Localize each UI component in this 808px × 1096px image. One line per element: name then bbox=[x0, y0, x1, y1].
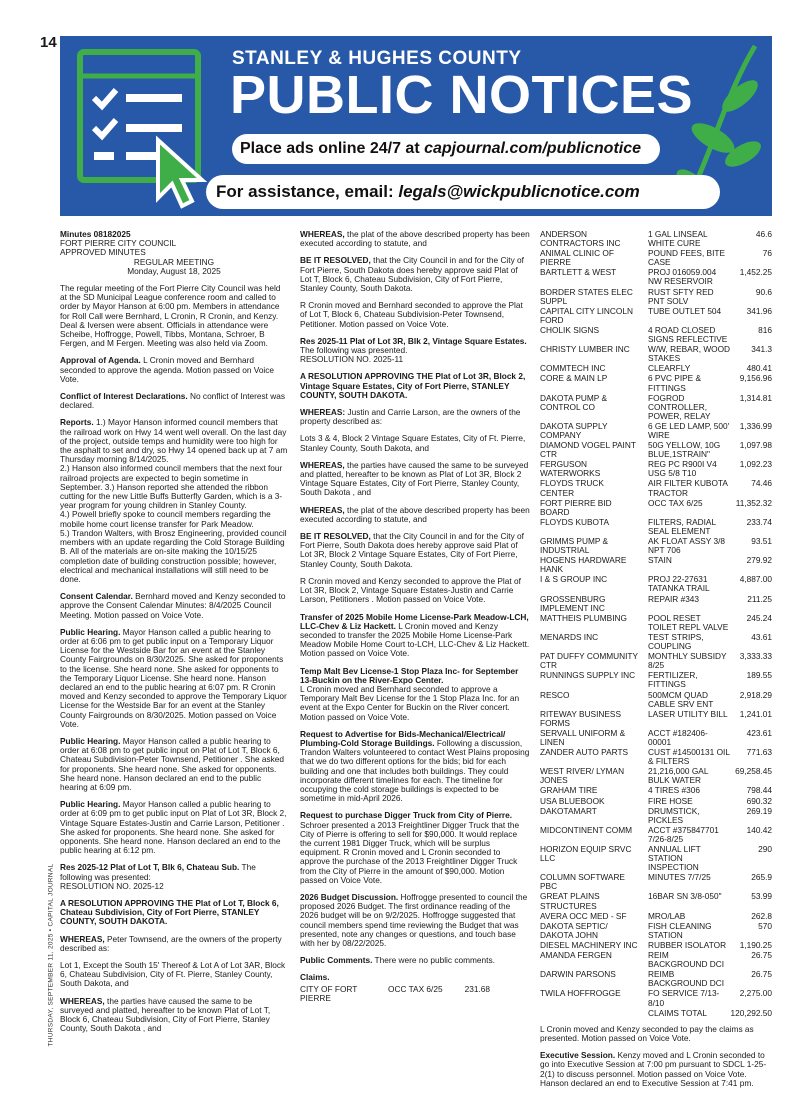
claims-row bbox=[540, 499, 772, 518]
conflict-paragraph: Conflict of Interest Declarations. No conflict of Interest was declared. bbox=[60, 391, 286, 411]
claim-vendor: COMMTECH INC bbox=[540, 363, 606, 374]
claim-description: REIMB BACKGROUND DCI bbox=[648, 969, 725, 989]
res11-paragraph: Res 2025-11 Plat of Lot 3R, Blk 2, Vintage Square Estates. The following was presented. RESOLUTION NO. 2025-11 bbox=[300, 335, 527, 365]
claim-amount: 211.25 bbox=[747, 593, 772, 604]
claim-vendor: PAT DUFFY COMMUNITY CTR bbox=[540, 651, 638, 671]
claim-description: FO SERVICE 7/13-8/10 bbox=[648, 988, 720, 1008]
claims-row bbox=[540, 767, 772, 786]
claim-amount: 570 bbox=[758, 920, 772, 931]
claims-row bbox=[540, 748, 772, 767]
claim-amount: 26.75 bbox=[751, 969, 772, 980]
claim-description: PROJ 016059.004 NW RESERVOIR bbox=[648, 267, 717, 287]
claim-amount: 269.19 bbox=[746, 805, 772, 816]
claim-amount: 4,887.00 bbox=[739, 574, 772, 585]
whereas-2-paragraph: WHEREAS, the parties have caused the same to be surveyed and platted, hereafter to be known Plat of Lot T, Block 6, Chateau Subdivision, City of Fort Pierre, Stanley County, South Dakota , and bbox=[60, 995, 271, 1034]
claim-description: POUND FEES, BITE CASE bbox=[648, 248, 725, 268]
malt-license-paragraph: Temp Malt Bev License-1 Stop Plaza Inc- for September 13-Buckin on the River-Expo Center. L Cronin moved and Bernhard seconded to approve a Temporary Malt Bev License for the 1 Stop Plaza Inc. for an event at the Expo Center for Buckin on the River concert. Motion passed on Voice Vote. bbox=[300, 665, 520, 722]
claim-vendor: RUNNINGS SUPPLY INC bbox=[540, 670, 636, 681]
claim-description: 50G YELLOW, 10G BLUE,1STRAIN" bbox=[648, 440, 721, 460]
column-2 bbox=[300, 230, 530, 1004]
claim-amount: 189.55 bbox=[746, 670, 772, 681]
claims-row bbox=[540, 345, 772, 364]
claim-vendor: HORIZON EQUIP SRVC LLC bbox=[540, 844, 632, 864]
claim-description: STAIN bbox=[648, 555, 672, 566]
claim-vendor: MATTHEIS PLUMBING bbox=[540, 612, 627, 623]
claim-vendor: USA BLUEBOOK bbox=[540, 795, 605, 806]
claims-row bbox=[540, 249, 772, 268]
claim-amount: 1,336.99 bbox=[739, 420, 772, 431]
claim-amount: 290 bbox=[758, 844, 772, 854]
motion-1-paragraph: R Cronin moved and Bernhard seconded to approve the Plat of Lot T, Block 6, Chateau Subdivision-Peter Townsend, Petitioner. Motion passed on Voice Vote. bbox=[300, 300, 523, 329]
truck-paragraph: Request to purchase Digger Truck from City of Pierre. Schroer presented a 2013 Freightliner Digger Truck that the City of Pierre is offering to sell for $90,000. It would replace the current 1981 Digger Truck, which will be surplus equipment. R Cronin moved and L Cronin seconded to approve the purchase of the 2013 Freightliner Digger Truck from the City of Pierre in the amount of $90,000. Motion passed on Voice Vote. bbox=[300, 810, 520, 885]
claim-vendor: CHRISTY LUMBER INC bbox=[540, 344, 630, 355]
claims-row bbox=[540, 892, 772, 911]
claim-description: FISH CLEANING STATION bbox=[648, 920, 712, 940]
claim-description: MONTHLY SUBSIDY 8/25 bbox=[648, 651, 727, 671]
claim-description: LASER UTILITY BILL bbox=[648, 708, 728, 719]
claim-amount: 262.8 bbox=[751, 910, 772, 921]
resolved-1-paragraph: BE IT RESOLVED, that the City Council in and for the City of Fort Pierre, South Dakota does hereby approve said Plat of Lot T, Block 6, Chateau Subdivision, City of Fort Pierre, Stanley County, South Dakota. bbox=[300, 255, 524, 294]
claim-amount: 11,352.32 bbox=[735, 497, 772, 508]
claim-vendor: HOGENS HARDWARE HANK bbox=[540, 555, 627, 575]
claim-vendor: CAPITAL CITY LINCOLN FORD bbox=[540, 305, 633, 325]
claim-amount: 120,292.50 bbox=[730, 1007, 772, 1018]
claims-row bbox=[540, 652, 772, 671]
claim-description: FOGROD CONTROLLER, POWER, RELAY bbox=[648, 392, 711, 421]
claim-description: AIR FILTER KUBOTA TRACTOR bbox=[648, 478, 728, 498]
claim-vendor: RITEWAY BUSINESS FORMS bbox=[540, 708, 621, 728]
claim-vendor: GRIMMS PUMP & INDUSTRIAL bbox=[540, 536, 609, 556]
claim-amount: 90.6 bbox=[755, 286, 772, 297]
claim-description: PROJ 22-27631 TATANKA TRAIL bbox=[648, 574, 710, 594]
claim-vendor: DAKOTA PUMP & CONTROL CO bbox=[540, 392, 608, 412]
claim-description: RUST SFTY RED PNT SOLV bbox=[648, 286, 714, 306]
claim-amount: 9,156.96 bbox=[739, 373, 772, 384]
page-number: 14 bbox=[40, 34, 57, 51]
claims-row bbox=[540, 479, 772, 498]
claim-amount: 1,241.01 bbox=[739, 708, 772, 719]
claims-row bbox=[540, 230, 772, 249]
claim-vendor: FORT PIERRE BID BOARD bbox=[540, 497, 612, 517]
claim-amount: 2,918.29 bbox=[739, 689, 772, 700]
claims-row bbox=[540, 288, 772, 307]
claim-vendor: FLOYDS TRUCK CENTER bbox=[540, 478, 604, 498]
motion-2-paragraph: R Cronin moved and Kenzy seconded to approve the Plat of Lot 3R, Block 2, Vintage Square Estates-Justin and Carrie Larson, Petitioners . Motion passed on Voice Vote. bbox=[300, 575, 521, 605]
hearing-3-paragraph: Public Hearing. Mayor Hanson called a public hearing to order at 6:09 pm to get public input on Plat of Lot 3R, Block 2, Vintage Square Estates-Justin and Carrie Larson, Petitioner . She asked for proponents. She heard none. She asked for opponents. She heard none. Hanson declared an end to the public hearing at 6:12 pm. bbox=[60, 799, 287, 856]
claim-description: RUBBER ISOLATOR bbox=[648, 939, 727, 950]
claims-row bbox=[540, 970, 772, 989]
claim-amount: 690.32 bbox=[746, 795, 772, 806]
claim-vendor: DAKOTAMART bbox=[540, 805, 597, 816]
claim-description: 1 GAL LINSEAL WHITE CURE bbox=[648, 229, 708, 249]
claims-row bbox=[540, 326, 772, 345]
claim-description: POOL RESET TOILET REPL VALVE bbox=[648, 612, 729, 632]
resolved-2-paragraph: BE IT RESOLVED, that the City Council in and for the City of Fort Pierre, South Dakota does hereby approve said Plat of Lot 3R, Block 2 Vintage Square Estates, City of Fort Pierre, Stanley County, South Dakota. bbox=[300, 531, 524, 569]
claims-heading: Claims. bbox=[300, 972, 330, 983]
claim-description: TUBE OUTLET 504 bbox=[648, 305, 722, 316]
claim-vendor: FLOYDS KUBOTA bbox=[540, 516, 610, 527]
claims-row bbox=[540, 729, 772, 748]
claim-amount: 1,092.23 bbox=[739, 459, 772, 470]
claim-vendor: DIESEL MACHINERY INC bbox=[540, 939, 638, 950]
claim-amount: 771.63 bbox=[746, 747, 772, 758]
claim-description: 4 ROAD CLOSED SIGNS REFLECTIVE bbox=[648, 324, 728, 345]
claims-row bbox=[540, 922, 772, 941]
claim-amount: 265.9 bbox=[751, 872, 772, 883]
claim-amount: 233.74 bbox=[746, 516, 772, 527]
claims-row bbox=[540, 394, 772, 422]
claim-vendor: RESCO bbox=[540, 689, 570, 700]
claims-row bbox=[540, 691, 772, 710]
claim-description: CUST #14500131 OIL & FILTERS bbox=[648, 747, 730, 767]
claim-amount: 423.61 bbox=[746, 727, 772, 738]
claim-vendor: MENARDS INC bbox=[540, 631, 599, 642]
claims-row bbox=[540, 807, 772, 826]
claim-amount: 798.44 bbox=[746, 785, 772, 796]
claim-description: OCC TAX 6/25 bbox=[648, 497, 703, 508]
claim-vendor: SERVALL UNIFORM & LINEN bbox=[540, 727, 626, 747]
claims-row bbox=[540, 575, 772, 594]
claim-vendor: GRAHAM TIRE bbox=[540, 785, 598, 796]
claim-amount: 1,452.25 bbox=[739, 267, 772, 278]
whereas-5-paragraph: WHEREAS, the parties have caused the same to be surveyed and platted, hereafter to be known as Plat of Lot 3R, Block 2 Vintage Square Estates, City of Fort Pierre, Stanley County, South Dakota , and bbox=[300, 459, 529, 498]
claims-row bbox=[540, 422, 772, 441]
claims-row bbox=[540, 633, 772, 652]
lot-description: Lot 1, Except the South 15' Thereof & Lot A of Lot 3AR, Block 6, Chateau Subdivision, City of Ft. Pierre, Stanley County, South Dakota, and bbox=[60, 960, 286, 989]
public-notices-banner bbox=[60, 36, 772, 216]
claim-description: ANNUAL LIFT STATION INSPECTION bbox=[648, 844, 701, 873]
banner-title: PUBLIC NOTICES bbox=[230, 65, 694, 125]
claim-vendor: AMANDA FERGEN bbox=[540, 950, 612, 961]
budget-paragraph: 2026 Budget Discussion. Hoffrogge presented to council the proposed 2026 Budget. The first ordinance reading of the 2026 budget will be on 9/2/2025. Hoffrogge suggested that council members spend time reviewing the Budget that was presented, note any changes or questions, and touch base with her by 08/22/2025. bbox=[300, 891, 528, 948]
claims-row bbox=[540, 951, 772, 970]
claim-amount: 279.92 bbox=[746, 555, 772, 566]
claim-vendor: DARWIN PARSONS bbox=[540, 969, 616, 980]
claim-amount: 26.75 bbox=[751, 950, 772, 961]
agenda-paragraph: Approval of Agenda. L Cronin moved and Bernhard seconded to approve the agenda. Motion passed on Voice Vote. bbox=[60, 355, 275, 384]
claim-description: 16BAR SN 3/8-050" bbox=[648, 891, 722, 902]
claim-vendor: DAKOTA SUPPLY COMPANY bbox=[540, 420, 608, 440]
claim-description: REG PC R900I V4 USG 5/8 T10 bbox=[648, 459, 717, 479]
column-1 bbox=[60, 230, 288, 1041]
claim-description: ACCT #375847701 7/26-8/25 bbox=[648, 824, 719, 844]
claims-row bbox=[540, 989, 772, 1008]
claim-vendor: BORDER STATES ELEC SUPPL bbox=[540, 286, 633, 306]
comments-paragraph: Public Comments. There were no public comments. bbox=[300, 955, 495, 966]
hearing-2-paragraph: Public Hearing. Mayor Hanson called a public hearing to order at 6:08 pm to get public input on Plat of Lot T, Block 6, Chateau Subdivision-Peter Townsend, Petitioner . She asked for proponents. She heard none. She asked for opponents. She heard none. Hanson declared an end to the public hearing at 6:09 pm. bbox=[60, 735, 284, 792]
claim-description: CLEARFLY bbox=[648, 363, 691, 374]
claim-description: AK FLOAT ASSY 3/8 NPT 706 bbox=[648, 536, 726, 556]
claim-vendor: TWILA HOFFROGGE bbox=[540, 988, 621, 999]
claim-vendor: MIDCONTINENT COMM bbox=[540, 824, 633, 835]
claim-description: ACCT #182406-00001 bbox=[648, 727, 708, 747]
claim-description: 6 GE LED LAMP, 500' WIRE bbox=[648, 420, 730, 440]
res12-paragraph: Res 2025-12 Plat of Lot T, Blk 6, Chateau Sub. The following was presented: RESOLUTION NO. 2025-12 bbox=[60, 862, 256, 891]
whereas-6-paragraph: WHEREAS, the plat of the above described property has been executed according to statute, and bbox=[300, 504, 530, 524]
claims-row bbox=[540, 710, 772, 729]
whereas-3-paragraph: WHEREAS, the plat of the above described property has been executed according to statute, and bbox=[300, 229, 530, 249]
claims-row bbox=[540, 441, 772, 460]
council-header: FORT PIERRE CITY COUNCIL APPROVED MINUTES bbox=[60, 238, 177, 258]
whereas-1-paragraph: WHEREAS, Peter Townsend, are the owners of the property described as: bbox=[60, 933, 282, 953]
place-ads-pill: Place ads online 24/7 at capjournal.com/publicnotice bbox=[232, 134, 660, 164]
claim-amount: 3,333.33 bbox=[739, 651, 772, 662]
whereas-4-paragraph: WHEREAS: Justin and Carrie Larson, are the owners of the property described as: bbox=[300, 407, 521, 427]
claim-amount: 140.42 bbox=[746, 824, 772, 835]
executive-session-paragraph: Executive Session. Kenzy moved and L Cronin seconded to go into Executive Session at 7:00 pm pursuant to SDCL 1-25-2(1) to discuss personnel. Motion passed on Voice Vote. Hanson declared an end to Executive Session at 7:41 pm. bbox=[540, 1050, 767, 1088]
claim-amount: 1,190.25 bbox=[739, 939, 772, 950]
claims-row bbox=[540, 873, 772, 892]
claim-vendor bbox=[540, 1009, 640, 1019]
claim-amount: 74.46 bbox=[751, 478, 772, 489]
claim-description: DRUMSTICK, PICKLES bbox=[648, 805, 700, 825]
claim-description: 6 PVC PIPE & FITTINGS bbox=[648, 373, 702, 393]
claim-amount: 1,097.98 bbox=[739, 440, 772, 451]
claims-row bbox=[540, 537, 772, 556]
claim-description: FERTILIZER, FITTINGS bbox=[648, 670, 698, 690]
claim-amount: 76 bbox=[762, 248, 772, 259]
claim-vendor: AVERA OCC MED - SF bbox=[540, 910, 627, 921]
claim-amount: 43.61 bbox=[751, 631, 772, 642]
claims-row bbox=[540, 1009, 772, 1019]
claims-row bbox=[540, 556, 772, 575]
assistance-email-link[interactable]: legals@wickpublicnotice.com bbox=[398, 182, 640, 201]
claim-amount: 480.41 bbox=[746, 363, 772, 374]
claim-vendor: GREAT PLAINS STRUCTURES bbox=[540, 891, 600, 911]
claims-row bbox=[540, 307, 772, 326]
claim-amount: 341.96 bbox=[746, 305, 772, 316]
claim-description: FIRE HOSE bbox=[648, 795, 693, 806]
meeting-date: Monday, August 18, 2025 bbox=[127, 265, 221, 276]
claim-description: MRO/LAB bbox=[648, 910, 686, 921]
claim-description: REIM BACKGROUND DCI bbox=[648, 950, 725, 970]
claim-description: TEST STRIPS, COUPLING bbox=[648, 631, 704, 652]
banner-county: STANLEY & HUGHES COUNTY bbox=[232, 48, 522, 69]
claim-vendor: CHOLIK SIGNS bbox=[540, 324, 600, 335]
claim-amount: 2,275.00 bbox=[739, 988, 772, 999]
claim-amount: 69,258.45 bbox=[735, 766, 772, 777]
claim-description: FILTERS, RADIAL SEAL ELEMENT bbox=[648, 516, 716, 536]
claims-motion-paragraph: L Cronin moved and Kenzy seconded to pay the claims as presented. Motion passed on Voice Vote. bbox=[540, 1023, 754, 1043]
bids-paragraph: Request to Advertise for Bids-Mechanical/Electrical/ Plumbing-Cold Storage Buildings. Following a discussion, Trandon Walters volunteered to contact West Plains proposing that we do two different options for the bids; bid for each building and one that includes both buildings. They could incorporate different timelines for each. The timeline for occupying the cold storage buildings is expected to be sometime in mid-April 2026. bbox=[300, 728, 530, 804]
claim-amount: 245.24 bbox=[746, 612, 772, 623]
claim-amount: 93.51 bbox=[751, 536, 772, 546]
claims-row bbox=[540, 614, 772, 633]
intro-paragraph: The regular meeting of the Fort Pierre City Council was held at the SD Municipal League conference room and called to order by Mayor Hanson at 6:00 pm. Members in attendance for Roll Call were Bernhard, L Cronin, R Cronin, and Kenzy. Deal & Iversen were absent. Officials in attendance were Scheibe, Hoffrogge, Powell, Tibbs, Montana, Schroer, B Fergen, and M Fergen. Meeting was also held via Zoom. bbox=[60, 283, 281, 349]
claim-vendor: FERGUSON WATERWORKS bbox=[540, 459, 601, 479]
claim-amount: 46.6 bbox=[755, 229, 772, 239]
claim-vendor: WEST RIVER/ LYMAN JONES bbox=[540, 766, 625, 786]
claim-vendor: DIAMOND VOGEL PAINT CTR bbox=[540, 440, 636, 460]
res12-title: A RESOLUTION APPROVING THE Plat of Lot T, Block 6, Chateau Subdivision, City of Fort Pierre, STANLEY COUNTY, SOUTH DAKOTA. bbox=[60, 898, 279, 927]
claim-vendor: COLUMN SOFTWARE PBC bbox=[540, 872, 625, 892]
claim-amount: 341.3 bbox=[751, 344, 772, 355]
consent-paragraph: Consent Calendar. Bernhard moved and Kenzy seconded to approve the Consent Calendar Minutes: 8/4/2025 Council Meeting. Motion passed on Voice Vote. bbox=[60, 591, 286, 620]
transfer-paragraph: Transfer of 2025 Mobile Home License-Park Meadow-LCH, LLC-Chev & Liz Hackett. L Cronin moved and Kenzy seconded to transfer the 2025 Mobile Home License-Park Meadow Mobile Home Court to-LCH, LLC-Chev & Liz Hackett. Motion passed on Voice Vote. bbox=[300, 611, 530, 659]
claims-row bbox=[540, 845, 772, 873]
claims-row bbox=[540, 374, 772, 393]
meeting-type: REGULAR MEETING bbox=[133, 256, 215, 267]
res11-title: A RESOLUTION APPROVING THE Plat of Lot 3R, Block 2, Vintage Square Estates, City of Fort Pierre, STANLEY COUNTY, SOUTH DAKOTA. bbox=[300, 371, 526, 400]
claim-amount: 1,314.81 bbox=[739, 392, 772, 403]
claim-amount: 53.99 bbox=[751, 891, 772, 902]
hearing-1-paragraph: Public Hearing. Mayor Hanson called a public hearing to order at 6:06 pm to get public input on a Temporary Liquor License for the Westside Bar for an event at the Stanley County Fairgrounds on 8/30/2025. She asked for proponents to the license. She heard none. She asked for opponents to the Temporary Liquor License. She heard none. Hanson declared an end to the public hearing at 6:07 pm. R Cronin moved and Kenzy seconded to approve the Temporary Liquor License for the Westside Bar for an event at the Stanley County Fairgrounds on 8/30/2025. Motion passed on Voice Vote. bbox=[60, 626, 287, 729]
claim-vendor: GROSSENBURG IMPLEMENT INC bbox=[540, 593, 606, 613]
claims-row bbox=[540, 268, 772, 287]
minutes-title: Minutes 08182025 bbox=[60, 229, 131, 239]
claim-description: 21,216,000 GAL BULK WATER bbox=[648, 766, 709, 786]
claim-vendor: ANIMAL CLINIC OF PIERRE bbox=[540, 248, 614, 268]
claim-vendor: ZANDER AUTO PARTS bbox=[540, 747, 629, 758]
claim-vendor: ANDERSON CONTRACTORS INC bbox=[540, 229, 621, 249]
claims-row bbox=[540, 595, 772, 614]
claim-vendor: CORE & MAIN LP bbox=[540, 373, 608, 384]
claim-vendor: I & S GROUP INC bbox=[540, 574, 608, 585]
checklist-cursor-icon bbox=[60, 36, 230, 216]
claim-description: 4 TIRES #306 bbox=[648, 785, 700, 796]
claim-description: CLAIMS TOTAL bbox=[648, 1007, 708, 1018]
reports-paragraph: Reports. 1.) Mayor Hanson informed council members that the railroad work on Hwy 14 went well overall. On the last day of the project, outside temps and humidity were too high for the asphalt to set and dry, so Hwy 14 opened back up at 7 am Thursday morning 8/14/2025. 2.) Hanson also informed council members that the next four railroad projects are expected to begin sometime in September. 3.) Hanson reported she attended the ribbon cutting for the new Little Buffs Butterfly Garden, which is a 3-year program for young children in Stanley County. 4.) Powell briefly spoke to council members regarding the mobile home court license transfer for Park Meadow. 5.) Trandon Walters, with Brosz Engineering, provided council members with an update regarding the Cold Storage Building B. All of the materials are on-site making the 10/15/25 completion date of building construction possible; however, electrical and mechanical installations will still need to be done. bbox=[60, 417, 288, 584]
sidebar-dateline: THURSDAY, SEPTEMBER 11, 2025 • CAPITAL JOURNAL bbox=[47, 863, 55, 1047]
lots-description: Lots 3 & 4, Block 2 Vintage Square Estates, City of Ft. Pierre, Stanley County, South Dakota, and bbox=[300, 433, 526, 453]
claim-description: 500MCM QUAD CABLE SRV ENT bbox=[648, 689, 714, 709]
claims-first-row: CITY OF FORT PIERRE OCC TAX 6/25 231.68 bbox=[300, 983, 490, 1003]
column-3 bbox=[540, 230, 772, 1096]
claim-vendor: BARTLETT & WEST bbox=[540, 267, 617, 278]
assistance-pill: For assistance, email: legals@wickpublicnotice.com bbox=[206, 175, 720, 209]
claim-description: W/W, REBAR, WOOD STAKES bbox=[648, 344, 731, 364]
place-ads-link[interactable]: capjournal.com/publicnotice bbox=[424, 140, 642, 157]
claim-description: REPAIR #343 bbox=[648, 593, 700, 604]
claims-row bbox=[540, 518, 772, 537]
claim-description: MINUTES 7/7/25 bbox=[648, 872, 711, 883]
claims-table bbox=[540, 230, 772, 1019]
claims-row bbox=[540, 671, 772, 690]
claims-row bbox=[540, 826, 772, 845]
claims-row bbox=[540, 460, 772, 479]
claim-amount: 816 bbox=[758, 324, 772, 335]
claim-vendor: DAKOTA SEPTIC/ DAKOTA JOHN bbox=[540, 920, 608, 940]
